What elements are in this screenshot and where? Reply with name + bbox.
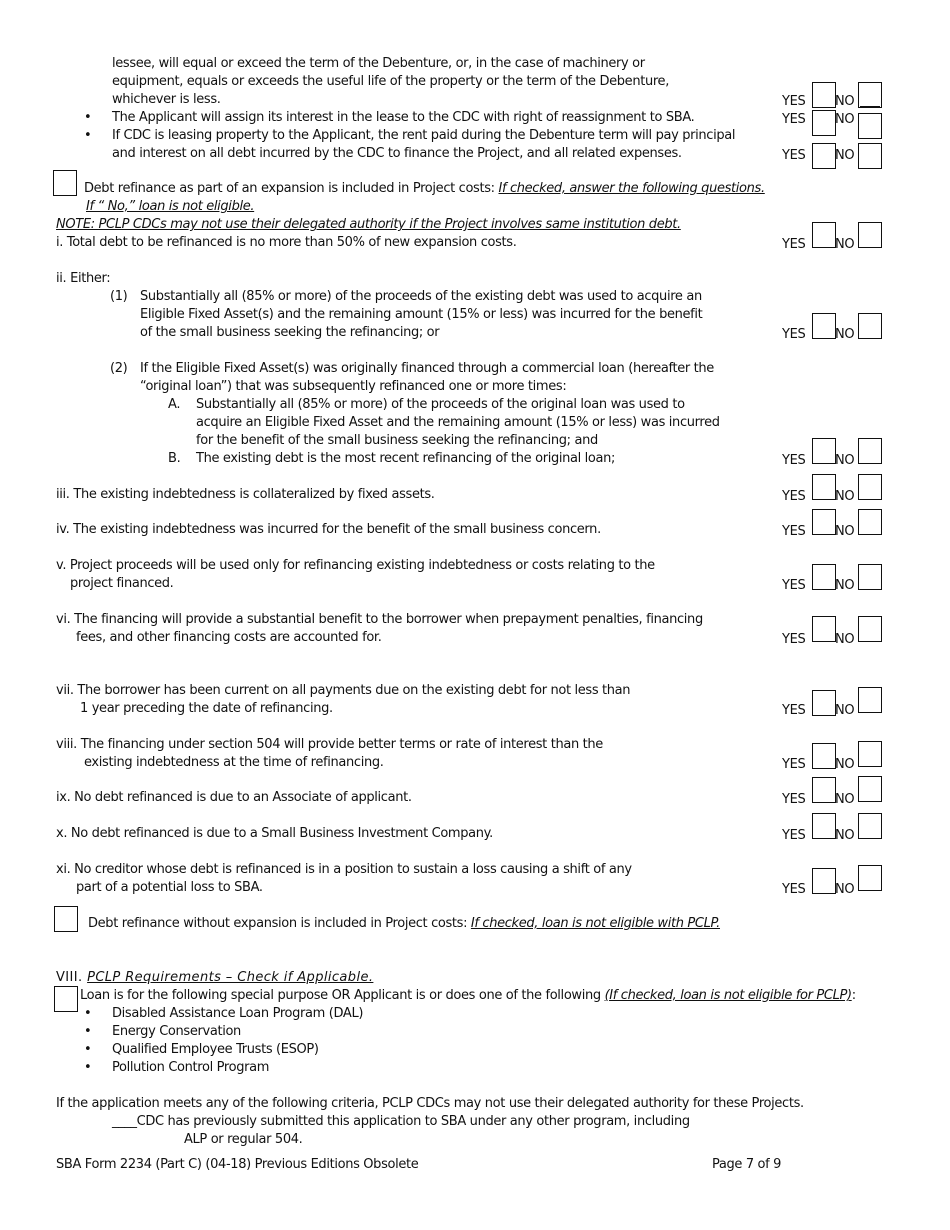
special-purpose-item: Qualified Employee Trusts (ESOP) xyxy=(112,1042,319,1057)
criteria-blank[interactable]: ____ xyxy=(112,1114,137,1129)
no-checkbox[interactable] xyxy=(858,741,882,767)
q2-2a-line: Substantially all (85% or more) of the proceeds of the original loan was used to xyxy=(196,397,685,412)
same-institution-note: NOTE: PCLP CDCs may not use their delegated authority if the Project involves same institution debt. xyxy=(56,217,681,232)
yes-label: YES xyxy=(782,703,806,718)
yes-checkbox[interactable] xyxy=(812,438,836,464)
yes-checkbox[interactable] xyxy=(812,474,836,500)
yes-no-q3 xyxy=(782,486,892,506)
section-number: VIII. xyxy=(56,970,83,985)
q2-2-number: (2) xyxy=(110,361,128,376)
no-checkbox[interactable] xyxy=(858,865,882,891)
no-checkbox[interactable] xyxy=(858,616,882,642)
yes-label: YES xyxy=(782,112,806,127)
yes-label: YES xyxy=(782,882,806,897)
expansion-refinance-label: Debt refinance as part of an expansion is included in Project costs: If checked, answer the following questions. xyxy=(84,181,765,196)
yes-checkbox[interactable] xyxy=(812,509,836,535)
yes-no-q1 xyxy=(782,234,892,254)
bullet: • xyxy=(84,1006,92,1021)
bullet: • xyxy=(84,1060,92,1075)
no-label: NO xyxy=(835,828,855,843)
no-label: NO xyxy=(835,578,855,593)
yes-checkbox[interactable] xyxy=(812,777,836,803)
yes-checkbox[interactable] xyxy=(812,313,836,339)
yes-no-lease-assign xyxy=(782,109,892,129)
section-viii-heading xyxy=(56,969,373,987)
no-label: NO xyxy=(835,703,855,718)
yes-label: YES xyxy=(782,632,806,647)
bullet: • xyxy=(84,110,92,125)
no-checkbox[interactable] xyxy=(858,509,882,535)
no-checkbox[interactable] xyxy=(858,222,882,248)
no-label: NO xyxy=(835,112,855,127)
no-label: NO xyxy=(835,148,855,163)
yes-label: YES xyxy=(782,94,806,109)
yes-checkbox[interactable] xyxy=(812,143,836,169)
yes-no-q4 xyxy=(782,521,892,541)
yes-no-q7 xyxy=(782,700,892,720)
no-label: NO xyxy=(835,632,855,647)
q2-1-number: (1) xyxy=(110,289,128,304)
no-expansion-refinance-checkbox[interactable] xyxy=(54,906,78,932)
bullet: • xyxy=(84,1042,92,1057)
question-vi-cont: fees, and other financing costs are accounted for. xyxy=(76,630,382,645)
no-checkbox[interactable] xyxy=(858,143,882,169)
lease-bullet-rent: If CDC is leasing property to the Applicant, the rent paid during the Debenture term will pay principal xyxy=(112,128,736,143)
no-checkbox[interactable] xyxy=(858,113,882,139)
yes-label: YES xyxy=(782,237,806,252)
no-checkbox[interactable] xyxy=(858,687,882,713)
q2-1-line: Substantially all (85% or more) of the proceeds of the existing debt was used to acquire an xyxy=(140,289,702,304)
yes-checkbox[interactable] xyxy=(812,82,836,108)
criteria-item-cont: ALP or regular 504. xyxy=(184,1132,303,1147)
special-purpose-item: Disabled Assistance Loan Program (DAL) xyxy=(112,1006,364,1021)
no-label: NO xyxy=(835,489,855,504)
yes-label: YES xyxy=(782,489,806,504)
yes-label: YES xyxy=(782,327,806,342)
criteria-item: ____CDC has previously submitted this application to SBA under any other program, including xyxy=(112,1114,690,1129)
no-checkbox[interactable] xyxy=(858,813,882,839)
no-label: NO xyxy=(835,882,855,897)
question-ix: ix. No debt refinanced is due to an Associate of applicant. xyxy=(56,790,412,805)
no-expansion-refinance-label: Debt refinance without expansion is included in Project costs: If checked, loan is not eligible with PCLP. xyxy=(88,916,720,931)
yes-checkbox[interactable] xyxy=(812,110,836,136)
question-vii-cont: 1 year preceding the date of refinancing. xyxy=(80,701,333,716)
yes-label: YES xyxy=(782,578,806,593)
q2-2b-letter: B. xyxy=(168,451,181,466)
page-number: Page 7 of 9 xyxy=(712,1157,782,1172)
q2-2-line: If the Eligible Fixed Asset(s) was originally financed through a commercial loan (hereafter the xyxy=(140,361,714,376)
special-purpose-label: Loan is for the following special purpose OR Applicant is or does one of the following (If checked, loan is not eligible for PCLP): xyxy=(80,988,856,1003)
yes-label: YES xyxy=(782,524,806,539)
no-checkbox[interactable] xyxy=(858,438,882,464)
special-purpose-item: Pollution Control Program xyxy=(112,1060,270,1075)
question-xi: xi. No creditor whose debt is refinanced is in a position to sustain a loss causing a shift of any xyxy=(56,862,632,877)
no-checkbox[interactable] xyxy=(858,474,882,500)
yes-label: YES xyxy=(782,148,806,163)
no-label: NO xyxy=(835,94,855,109)
yes-no-lease-rent xyxy=(782,145,892,165)
question-v: v. Project proceeds will be used only for refinancing existing indebtedness or costs relating to the xyxy=(56,558,655,573)
yes-no-q11 xyxy=(782,879,892,899)
question-viii-cont: existing indebtedness at the time of refinancing. xyxy=(84,755,384,770)
question-iii: iii. The existing indebtedness is collateralized by fixed assets. xyxy=(56,487,435,502)
criteria-intro: If the application meets any of the following criteria, PCLP CDCs may not use their delegated authority for these Projects. xyxy=(56,1096,804,1111)
question-xi-cont: part of a potential loss to SBA. xyxy=(76,880,263,895)
expansion-refinance-checkbox[interactable] xyxy=(53,170,77,196)
q2-2a-line: acquire an Eligible Fixed Asset and the remaining amount (15% or less) was incurred xyxy=(196,415,720,430)
bullet: • xyxy=(84,128,92,143)
no-label: NO xyxy=(835,237,855,252)
no-label: NO xyxy=(835,327,855,342)
q2-2b-line: The existing debt is the most recent refinancing of the original loan; xyxy=(196,451,616,466)
lease-bullet-rent-cont: and interest on all debt incurred by the CDC to finance the Project, and all related expenses. xyxy=(112,146,682,161)
yes-no-q2-2 xyxy=(782,450,892,470)
special-purpose-item: Energy Conservation xyxy=(112,1024,241,1039)
question-viii: viii. The financing under section 504 will provide better terms or rate of interest than the xyxy=(56,737,603,752)
question-iv: iv. The existing indebtedness was incurred for the benefit of the small business concern. xyxy=(56,522,601,537)
question-x: x. No debt refinanced is due to a Small Business Investment Company. xyxy=(56,826,493,841)
yes-no-q6 xyxy=(782,629,892,649)
yes-no-q8 xyxy=(782,754,892,774)
q2-2-line: “original loan”) that was subsequently refinanced one or more times: xyxy=(140,379,567,394)
no-checkbox[interactable] xyxy=(858,313,882,339)
no-label: NO xyxy=(835,453,855,468)
yes-checkbox[interactable] xyxy=(812,743,836,769)
special-purpose-instruction: (If checked, loan is not eligible for PCLP) xyxy=(604,988,852,1003)
q2-2a-letter: A. xyxy=(168,397,181,412)
yes-checkbox[interactable] xyxy=(812,868,836,894)
q2-1-line: of the small business seeking the refinancing; or xyxy=(140,325,440,340)
yes-label: YES xyxy=(782,792,806,807)
yes-no-q2-1 xyxy=(782,324,892,344)
lease-text-line: equipment, equals or exceeds the useful life of the property or the term of the Debenture, xyxy=(112,74,669,89)
yes-checkbox[interactable] xyxy=(812,616,836,642)
bullet: • xyxy=(84,1024,92,1039)
question-ii-intro: ii. Either: xyxy=(56,271,111,286)
q2-2a-line: for the benefit of the small business seeking the refinancing; and xyxy=(196,433,598,448)
yes-no-q9 xyxy=(782,789,892,809)
lease-bullet-assign: The Applicant will assign its interest in the lease to the CDC with right of reassignment to SBA. xyxy=(112,110,695,125)
form-footer: SBA Form 2234 (Part C) (04-18) Previous Editions Obsolete xyxy=(56,1157,419,1172)
no-checkbox[interactable] xyxy=(858,564,882,590)
no-expansion-instruction: If checked, loan is not eligible with PCLP. xyxy=(470,916,720,931)
lease-text-line: whichever is less. xyxy=(112,92,221,107)
yes-no-q5 xyxy=(782,575,892,595)
yes-checkbox[interactable] xyxy=(812,813,836,839)
yes-label: YES xyxy=(782,453,806,468)
question-i: i. Total debt to be refinanced is no more than 50% of new expansion costs. xyxy=(56,235,517,250)
yes-checkbox[interactable] xyxy=(812,690,836,716)
expansion-instruction: If checked, answer the following questions. xyxy=(498,181,765,196)
yes-label: YES xyxy=(782,828,806,843)
no-checkbox[interactable] xyxy=(858,82,882,108)
no-label: NO xyxy=(835,524,855,539)
lease-text-line: lessee, will equal or exceed the term of the Debenture, or, in the case of machinery or xyxy=(112,56,645,71)
no-checkbox[interactable] xyxy=(858,776,882,802)
special-purpose-checkbox[interactable] xyxy=(54,986,78,1012)
q2-1-line: Eligible Fixed Asset(s) and the remaining amount (15% or less) was incurred for the benefit xyxy=(140,307,703,322)
yes-no-lease-term xyxy=(782,91,892,111)
yes-no-q10 xyxy=(782,825,892,845)
question-v-cont: project financed. xyxy=(70,576,174,591)
expansion-instruction-no: If “ No,” loan is not eligible. xyxy=(86,199,255,214)
no-label: NO xyxy=(835,757,855,772)
yes-checkbox[interactable] xyxy=(812,222,836,248)
section-title: PCLP Requirements – Check if Applicable. xyxy=(87,970,374,985)
no-label: NO xyxy=(835,792,855,807)
yes-label: YES xyxy=(782,757,806,772)
question-vi: vi. The financing will provide a substantial benefit to the borrower when prepayment penalties, financing xyxy=(56,612,703,627)
question-vii: vii. The borrower has been current on all payments due on the existing debt for not less than xyxy=(56,683,631,698)
yes-checkbox[interactable] xyxy=(812,564,836,590)
